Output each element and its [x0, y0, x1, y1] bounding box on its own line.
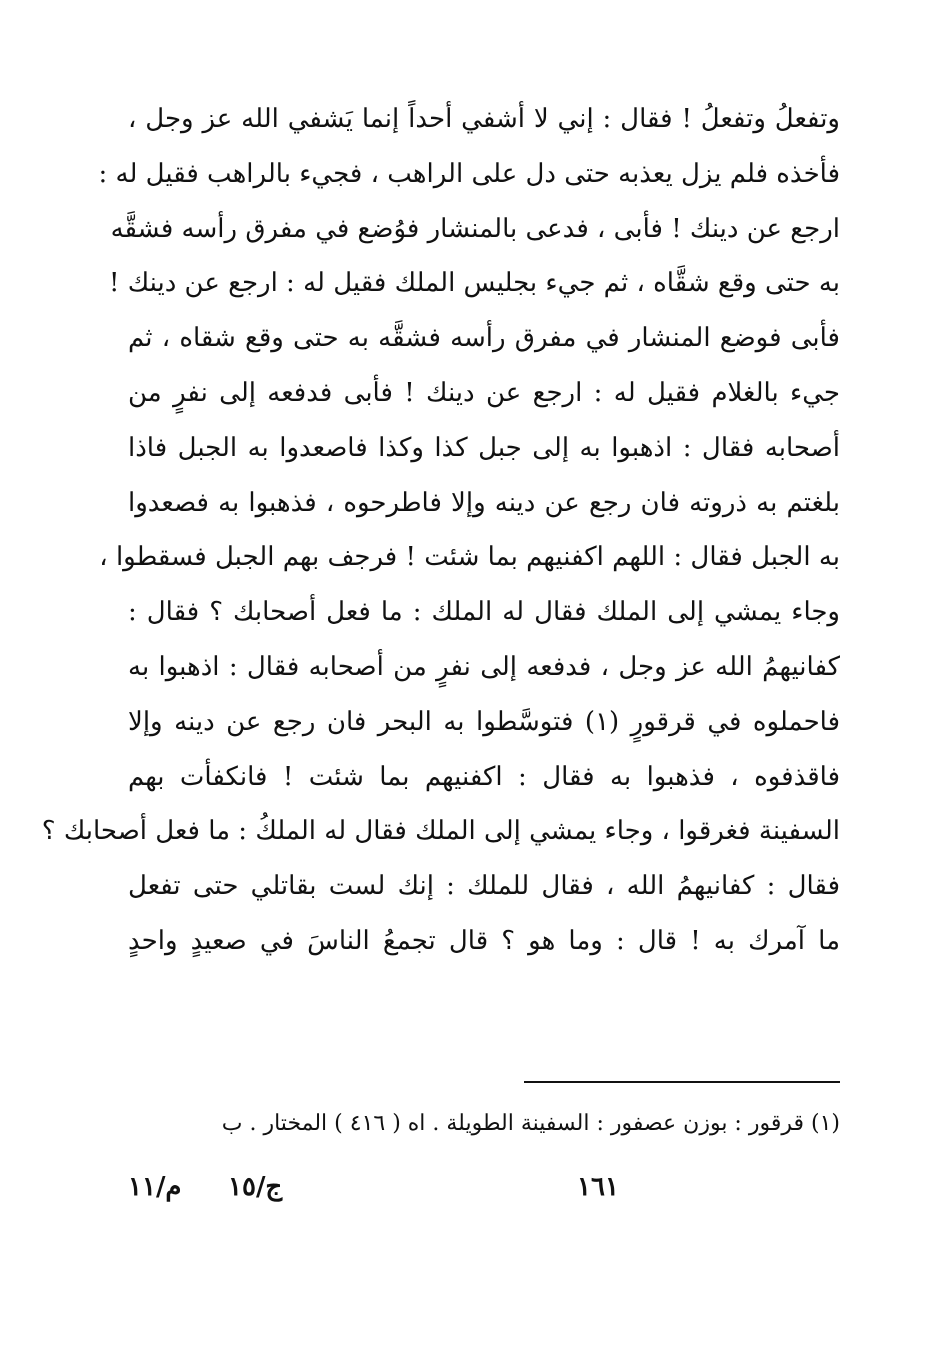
text-line: فأبى فوضع المنشار في مفرق رأسه فشقَّه به حتى وقع شقاه ، ثم [128, 323, 840, 354]
volume-mark: ج/١٥ [228, 1172, 283, 1202]
text-line: كفانيهمُ الله عز وجل ، فدفعه إلى نفرٍ من أصحابه فقال : اذهبوا به [128, 651, 840, 682]
text-line: وجاء يمشي إلى الملك فقال له الملك : ما فعل أصحابك ؟ فقال : [128, 597, 840, 628]
footnote-divider [524, 1081, 840, 1083]
text-line: به الجبل فقال : اللهم اكفنيهم بما شئت ! فرجف بهم الجبل فسقطوا ، [99, 542, 840, 573]
text-line: السفينة فغرقوا ، وجاء يمشي إلى الملك فقال له الملكُ : ما فعل أصحابك ؟ [41, 816, 840, 847]
text-line: به حتى وقع شقَّاه ، ثم جيء بجليس الملك فقيل له : ارجع عن دينك ! [108, 268, 840, 299]
page-number: ١٦١ [577, 1172, 619, 1202]
page-footer [128, 1172, 840, 1222]
text-line: وتفعلُ وتفعلُ ! فقال : إني لا أشفي أحداً إنما يَشفي الله عز وجل ، [128, 104, 840, 134]
text-line: أصحابه فقال : اذهبوا به إلى جبل كذا وكذا فاصعدوا به الجبل فاذا [128, 432, 840, 463]
text-line: ارجع عن دينك ! فأبى ، فدعى بالمنشار فوُضع في مفرق رأسه فشقَّه [110, 213, 840, 244]
text-line: فقال : كفانيهمُ الله ، فقال للملك : إنك لست بقاتلي حتى تفعل [128, 871, 840, 902]
main-text-block [41, 92, 840, 969]
text-line: فأخذه فلم يزل يعذبه حتى دل على الراهب ، فجيء بالراهب فقيل له : [98, 158, 840, 189]
text-line: جيء بالغلام فقيل له : ارجع عن دينك ! فأبى فدفعه إلى نفرٍ من [128, 377, 840, 408]
text-line: فاقذفوه ، فذهبوا به فقال : اكفنيهم بما شئت ! فانكفأت بهم [128, 761, 840, 792]
text-line: فاحملوه في قرقورٍ (١) فتوسَّطوا به البحر فان رجع عن دينه وإلا [128, 706, 840, 737]
part-mark: م/١١ [128, 1172, 182, 1202]
text-line: بلغتم به ذروته فان رجع عن دينه وإلا فاطرحوه ، فذهبوا به فصعدوا [128, 487, 840, 518]
footnote: (١) قرقور : بوزن عصفور : السفينة الطويلة . اه ( ٤١٦ ) المختار . ب [221, 1111, 840, 1136]
text-line: ما آمرك به ! قال : وما هو ؟ قال تجمعُ الناسَ في صعيدٍ واحدٍ [128, 925, 840, 956]
